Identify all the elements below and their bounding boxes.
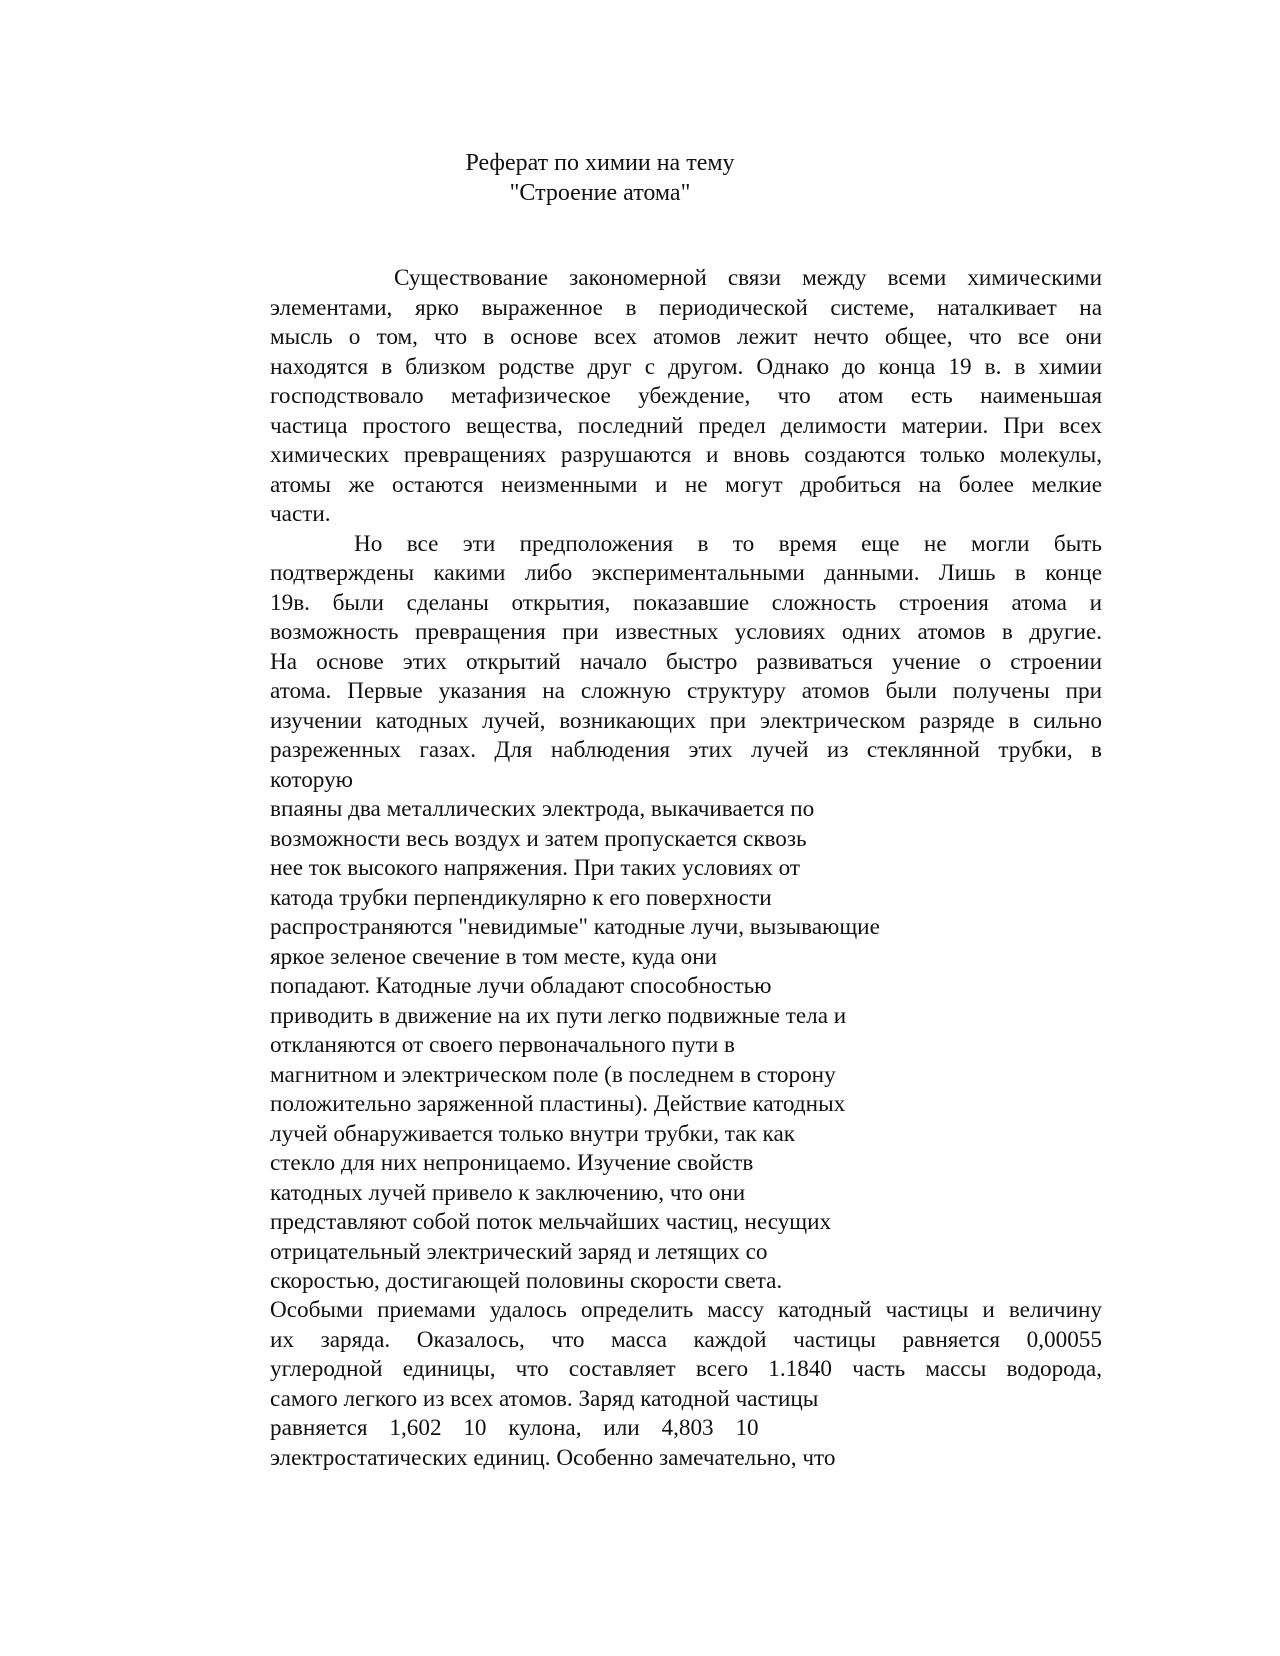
text-line: Существование закономерной связи между всеми химическими bbox=[394, 265, 1102, 291]
text-line: откланяются от своего первоначального пути в bbox=[270, 1032, 735, 1058]
text-line: катода трубки перпендикулярно к его поверхности bbox=[270, 884, 772, 911]
text-line: частица простого вещества, последний предел делимости материи. При всех bbox=[270, 412, 1102, 439]
text-line: господствовало метафизическое убеждение, что атом есть наименьшая bbox=[270, 383, 1102, 409]
text-line: элементами, ярко выраженное в периодической системе, наталкивает на bbox=[270, 294, 1102, 321]
text-line: разреженных газах. Для наблюдения этих лучей из стеклянной трубки, в bbox=[270, 737, 1102, 763]
text-line: изучении катодных лучей, возникающих при электрическом разряде в сильно bbox=[270, 707, 1102, 734]
text-line: На основе этих открытий начало быстро развиваться учение о строении bbox=[270, 648, 1102, 675]
text-line: возможность превращения при известных условиях одних атомов в другие. bbox=[270, 619, 1102, 645]
text-line: Особыми приемами удалось определить массу катодный частицы и величину bbox=[270, 1297, 1102, 1323]
document-body-final bbox=[270, 1296, 1102, 1473]
text-line: атомы же остаются неизменными и не могут дробиться на более мелкие bbox=[270, 471, 1102, 498]
text-line: лучей обнаруживается только внутри трубки, так как bbox=[270, 1120, 796, 1147]
text-line: скоростью, достигающей половины скорости света. bbox=[270, 1268, 783, 1294]
document-title-line-2: "Строение атома" bbox=[509, 180, 691, 206]
text-line: магнитном и электрическом поле (в последнем в сторону bbox=[270, 1061, 836, 1088]
text-line: подтверждены какими либо экспериментальными данными. Лишь в конце bbox=[270, 560, 1102, 586]
text-line: которую bbox=[270, 766, 354, 793]
text-line: мысль о том, что в основе всех атомов лежит нечто общее, что все они bbox=[270, 324, 1102, 350]
text-line: стекло для них непроницаемо. Изучение свойств bbox=[270, 1150, 754, 1176]
text-line: химических превращениях разрушаются и вновь создаются только молекулы, bbox=[270, 442, 1102, 468]
text-line: катодных лучей привело к заключению, что они bbox=[270, 1179, 746, 1206]
text-line: части. bbox=[270, 501, 331, 527]
text-line: их заряда. Оказалось, что масса каждой частицы равняется 0,00055 bbox=[270, 1326, 1102, 1353]
text-line: распространяются "невидимые" катодные лучи, вызывающие bbox=[270, 914, 880, 940]
text-line: положительно заряженной пластины). Действие катодных bbox=[270, 1091, 846, 1117]
text-line: представляют собой поток мельчайших частиц, несущих bbox=[270, 1209, 832, 1235]
document-title-line-1: Реферат по химии на тему bbox=[465, 150, 735, 176]
text-line: находятся в близком родстве друг с другом. Однако до конца 19 в. в химии bbox=[270, 353, 1102, 380]
text-line: углеродной единицы, что составляет всего 1.1840 часть массы водорода, bbox=[270, 1356, 1102, 1382]
text-line: самого легкого из всех атомов. Заряд катодной частицы bbox=[270, 1385, 819, 1412]
text-line: 19в. были сделаны открытия, показавшие сложность строения атома и bbox=[270, 589, 1102, 616]
text-line: Но все эти предположения в то время еще не могли быть bbox=[354, 530, 1102, 557]
text-line: впаяны два металлических электрода, выкачивается по bbox=[270, 796, 815, 822]
text-line: яркое зеленое свечение в том месте, куда они bbox=[270, 943, 718, 970]
text-line: приводить в движение на их пути легко подвижные тела и bbox=[270, 1002, 847, 1029]
text-line: атома. Первые указания на сложную структуру атомов были получены при bbox=[270, 678, 1102, 704]
document-body bbox=[270, 264, 1102, 795]
text-line: нее ток высокого напряжения. При таких условиях от bbox=[270, 855, 801, 881]
text-line: возможности весь воздух и затем пропускается сквозь bbox=[270, 825, 807, 852]
document-body-narrow bbox=[270, 795, 930, 1297]
text-line: электростатических единиц. Особенно замечательно, что bbox=[270, 1444, 836, 1471]
text-line: попадают. Катодные лучи обладают способностью bbox=[270, 973, 772, 999]
text-line: отрицательный электрический заряд и летящих со bbox=[270, 1238, 768, 1265]
text-line: равняется 1,602 10 кулона, или 4,803 10 bbox=[270, 1415, 759, 1441]
